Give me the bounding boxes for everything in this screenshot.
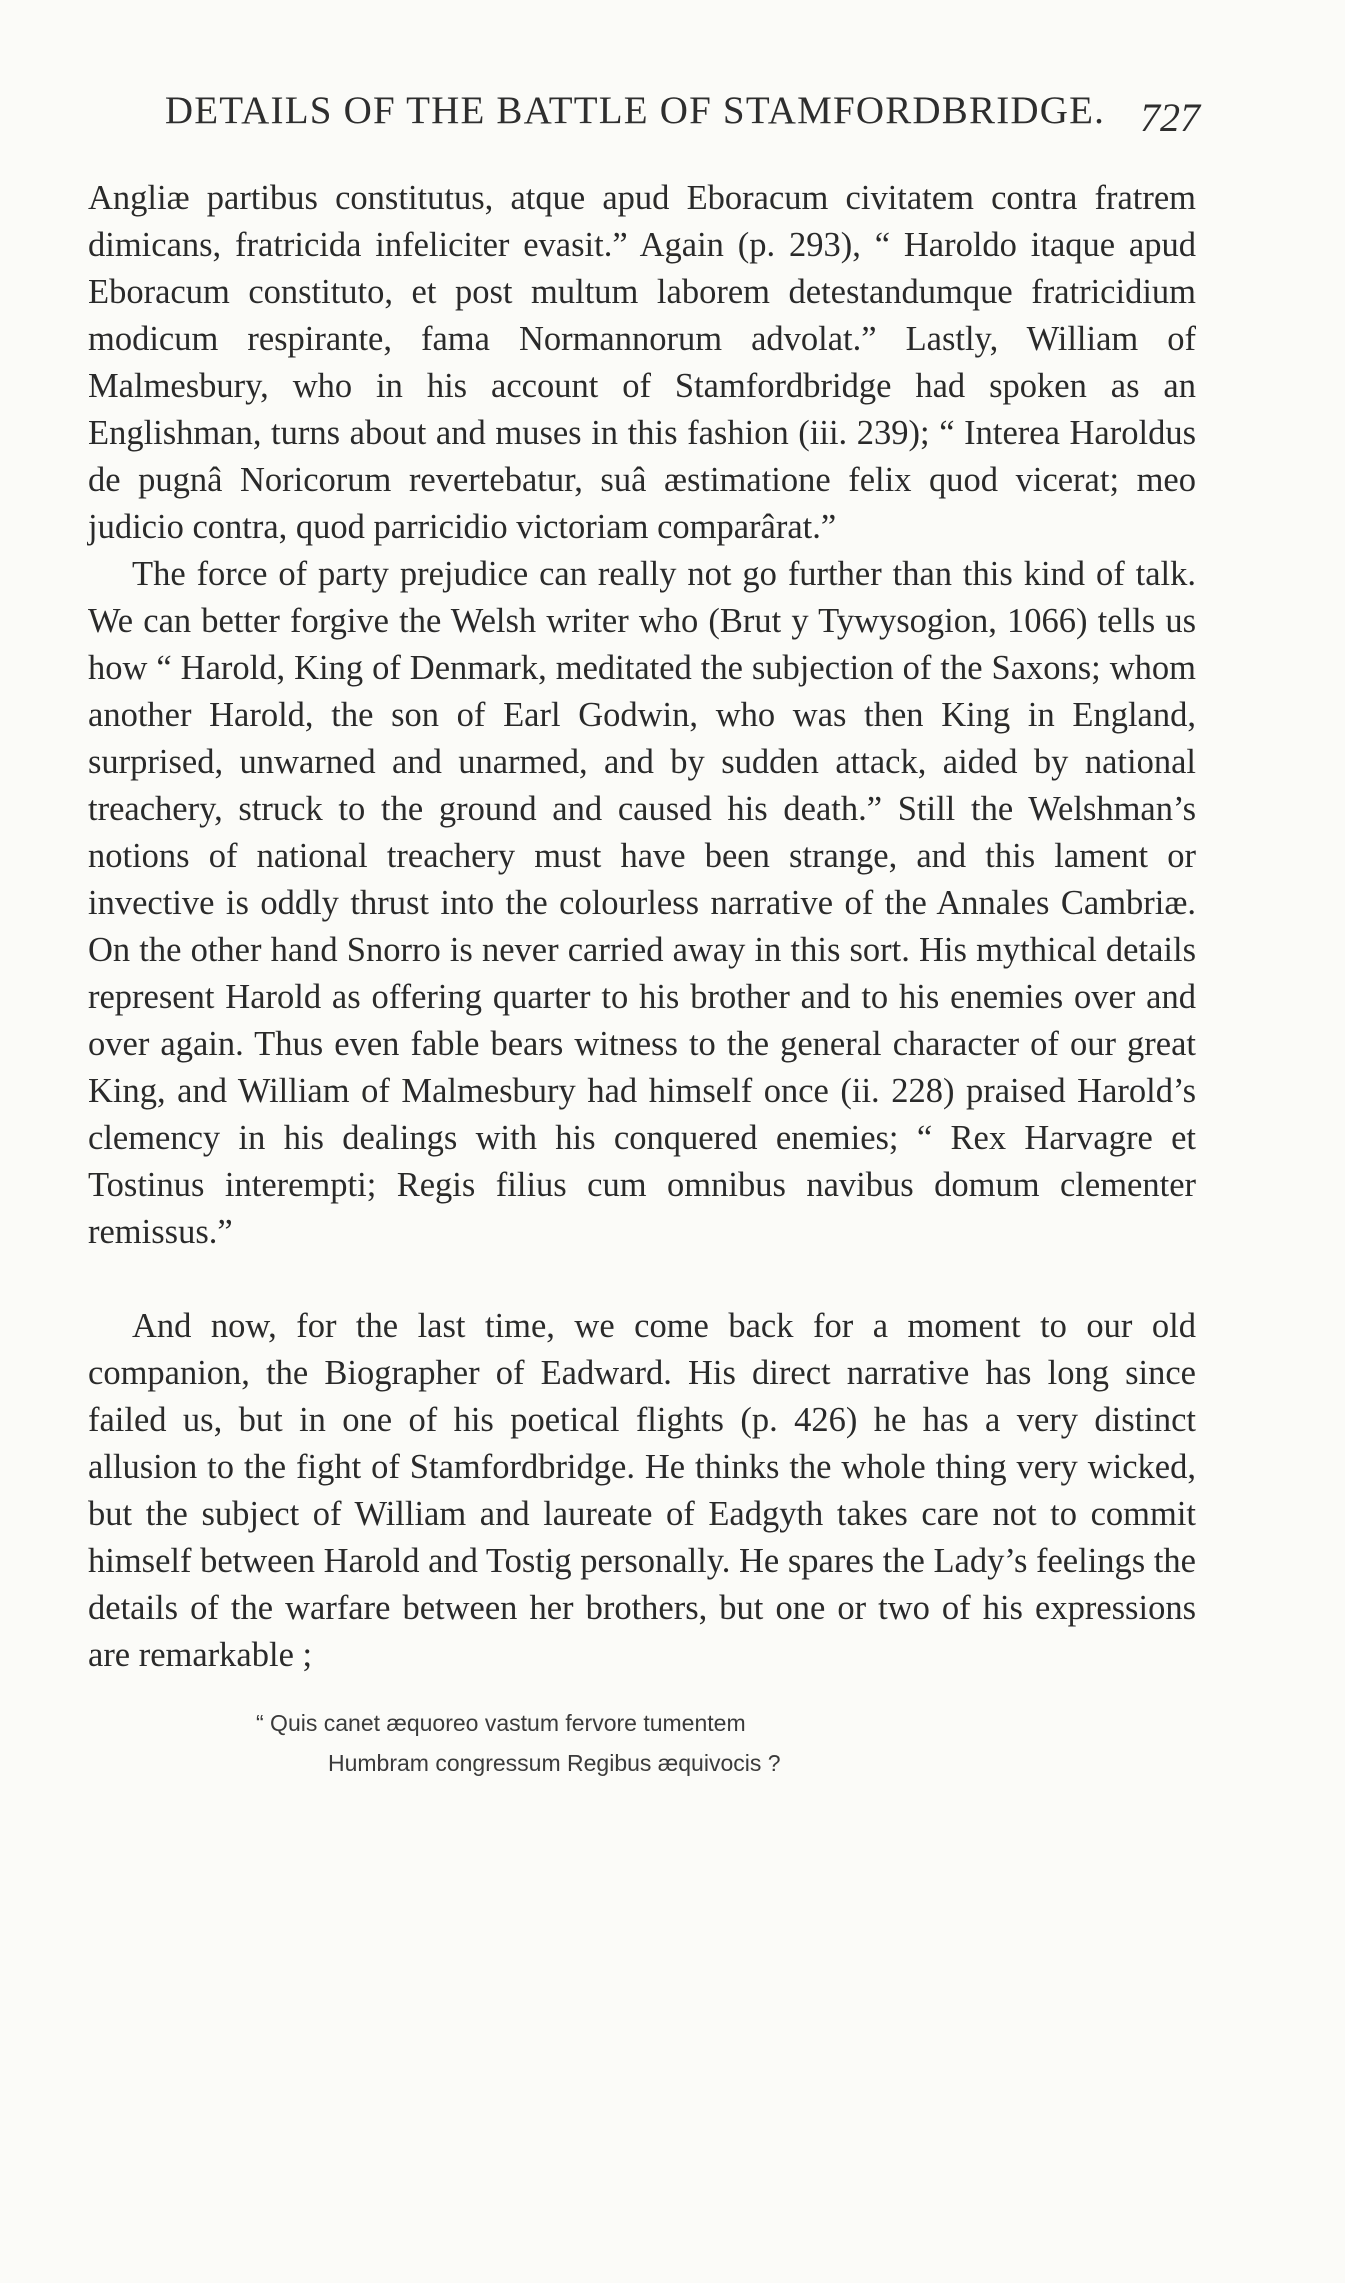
paragraph-biographer: And now, for the last time, we come back for a moment to our old companion, the Biographer of Eadward. His direct narrative has long since failed us, but in one of his poetical flights (p. 426) he has a very distinct allusion to the fight of Stamfordbridge. He thinks the whole thing very wicked, but the subject of William and laureate of Eadgyth takes care not to commit himself between Harold and Tostig personally. He spares the Lady’s feelings the details of the warfare between her brothers, but one or two of his expressions are remarkable ; bbox=[88, 1307, 1196, 1674]
page-number: 727 bbox=[1140, 95, 1200, 140]
verse-quotation bbox=[88, 1703, 1196, 1783]
running-title: DETAILS OF THE BATTLE OF STAMFORDBRIDGE. bbox=[164, 89, 1106, 132]
verse-line: Humbram congressum Regibus æquivocis ? bbox=[328, 1750, 781, 1776]
verse-line: “ Quis canet æquoreo vastum fervore tumentem bbox=[256, 1710, 746, 1736]
paragraph-party-prejudice: The force of party prejudice can really not go further than this kind of talk. We can better forgive the Welsh writer who (Brut y Tywysogion, 1066) tells us how “ Harold, King of Denmark, meditated the subjection of the Saxons; whom another Harold, the son of Earl Godwin, who was then King in England, surprised, unwarned and unarmed, and by sudden attack, aided by national treachery, struck to the ground and caused his death.” Still the Welshman’s notions of national treachery must have been strange, and this lament or invective is oddly thrust into the colourless narrative of the Annales Cambriæ. On the other hand Snorro is never carried away in this sort. His mythical details represent Harold as offering quarter to his brother and to his enemies over and over again. Thus even fable bears witness to the general character of our great King, and William of Malmesbury had himself once (ii. 228) praised Harold’s clemency in his dealings with his conquered enemies; “ Rex Harvagre et Tostinus interempti; Regis filius cum omnibus navibus domum clementer remissus.” bbox=[88, 555, 1196, 1251]
paragraph-continuation: Angliæ partibus constitutus, atque apud Eboracum civitatem contra fratrem dimicans, fratricida infeliciter evasit.” Again (p. 293), “ Haroldo itaque apud Eboracum constituto, et post multum laborem detestandumque fratricidium modicum respirante, fama Normannorum advolat.” Lastly, William of Malmesbury, who in his account of Stamfordbridge had spoken as an Englishman, turns about and muses in this fashion (iii. 239); “ Interea Haroldus de pugnâ Noricorum revertebatur, suâ æstimatione felix quod vicerat; meo judicio contra, quod parricidio victoriam comparârat.” bbox=[88, 179, 1196, 546]
body-text bbox=[88, 175, 1196, 1783]
running-head bbox=[150, 88, 1220, 148]
